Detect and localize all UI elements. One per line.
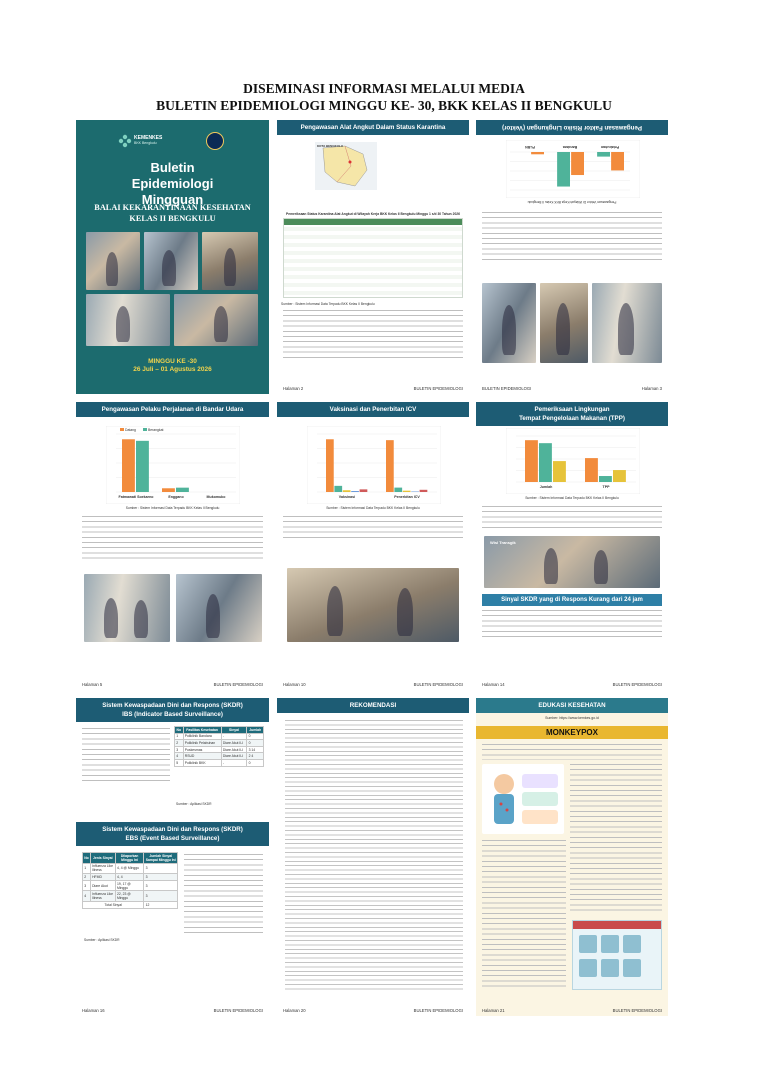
panel-header: Pemeriksaan Lingkungan Tempat Pengelolaan Makanan (TPP) [476, 402, 668, 426]
table-cell: Poliklinik Pelabuhan [183, 740, 221, 747]
legend-label: Datang [125, 427, 136, 432]
cover-subtitle: BALAI KEKARANTINAAN KESEHATAN KELAS II BENGKULU [94, 203, 251, 223]
edu-illustration [482, 764, 564, 834]
bar [351, 491, 359, 492]
karantina-table [283, 218, 463, 298]
bar [613, 470, 626, 482]
edu-poster [572, 920, 662, 990]
bkk-badge-icon [206, 132, 224, 150]
panel-tpp [476, 402, 668, 690]
panel-header: Pengawasan Pelaku Perjalanan di Bandar Udara [76, 402, 269, 417]
table-header-cell: Sinyal [221, 727, 247, 734]
bar [571, 152, 584, 175]
table-cell: Influenza Like Illness [90, 863, 115, 874]
body-text [283, 310, 463, 362]
table-row [83, 863, 178, 874]
tick-label: PLBN [525, 145, 535, 149]
tick-label: Mukomuko [206, 495, 226, 499]
table-cell: 1 [83, 863, 91, 874]
bar [531, 152, 544, 154]
vektor-photo-3 [592, 283, 662, 363]
table-header-cell: No [83, 853, 91, 864]
tick-label: Jumlah [539, 485, 553, 489]
table-cell: 1 [175, 733, 184, 740]
bar [611, 152, 624, 170]
body-text [82, 516, 263, 562]
panel-alat-angkut [277, 120, 469, 394]
table-cell: Poliklinik Bandara [183, 733, 221, 740]
ibs-source: Sumber : Aplikasi SKDR [176, 802, 212, 806]
tick-label: Penerbitan ICV [394, 495, 420, 499]
table-cell: Diare Akut ILI [221, 753, 247, 760]
table-cell: 3 14 [247, 746, 264, 753]
table-cell: 0 [247, 733, 264, 740]
pelaku-chart [106, 426, 240, 504]
panel-footer: Halaman 2 BULETIN EPIDEMIOLOGI [283, 386, 463, 391]
vektor-chart [506, 140, 640, 198]
cover-panel [76, 120, 269, 394]
cover-photo-4 [86, 294, 170, 346]
bar [553, 461, 566, 482]
table-header-cell: Fasilitas Kesehatan [183, 727, 221, 734]
table-cell: 5 [175, 759, 184, 766]
table-cell: 22, 23 @ Minggu [115, 891, 144, 902]
table-cell: 2 [83, 874, 91, 881]
table-cell: 0 [247, 759, 264, 766]
table-cell: 3 [144, 891, 178, 902]
tpp-chart [506, 428, 640, 494]
bar [343, 490, 351, 492]
panel-header: EDUKASI KESEHATAN [476, 698, 668, 713]
tick-label: Enggano [168, 495, 184, 499]
table-row [175, 753, 264, 760]
bar [525, 440, 538, 482]
tick-label: Pelabuhan [600, 145, 620, 149]
table-cell: 3 [144, 880, 178, 891]
legend-swatch [120, 428, 124, 431]
panel-header: Pengawasan Faktor Risiko Lingkungan (Vektor) [476, 120, 668, 135]
table-row [83, 891, 178, 902]
cover-week-label: MINGGU KE -30 [148, 358, 197, 365]
panel-footer: BULETIN EPIDEMIOLOGI Halaman 3 [482, 386, 662, 391]
table-cell: 2 [175, 740, 184, 747]
logo-text: KEMENKES [134, 135, 163, 141]
bar [585, 458, 598, 482]
document-title [0, 80, 768, 114]
table-cell: RSUD [183, 753, 221, 760]
edu-col-right [570, 764, 662, 914]
table-row [175, 759, 264, 766]
table-row [175, 746, 264, 753]
bar [122, 439, 135, 492]
source: Sumber : Sistem Informasi Data Terpadu BKK Kelas II Bengkulu [326, 506, 420, 510]
bar [420, 490, 428, 492]
table-cell: 4 [83, 891, 91, 902]
table-cell: - [221, 733, 247, 740]
edu-source: Sumber: https://www.kemkes.go.id [545, 716, 599, 720]
bar [360, 489, 368, 492]
table-header-cell: Dilaporkan Minggu Ini [115, 853, 144, 864]
tick-label: TPP [602, 485, 610, 489]
bar [539, 443, 552, 482]
panel-rekomendasi [277, 698, 469, 1016]
source: Sumber : Sistem Informasi Data Terpadu BKK Kelas II Bengkulu [281, 302, 375, 306]
table-cell: Diare Akut [90, 880, 115, 891]
edu-col-left [482, 840, 566, 990]
table-cell: - [221, 759, 247, 766]
panel-header: REKOMENDASI [277, 698, 469, 713]
cover-photo-2 [144, 232, 198, 290]
panel-icv [277, 402, 469, 690]
kemenkes-logo [118, 134, 132, 148]
logo-sub: BKK Bengkulu [134, 141, 157, 145]
banner-text [482, 610, 662, 638]
panel-ibs [76, 698, 269, 1016]
bar [394, 488, 402, 492]
body-text [283, 516, 463, 540]
bar [334, 486, 342, 492]
panel-footer: Halaman 14 BULETIN EPIDEMIOLOGI [482, 682, 662, 687]
panel-footer: Halaman 5 BULETIN EPIDEMIOLOGI [82, 682, 263, 687]
panel-footer: Halaman 21 BULETIN EPIDEMIOLOGI [482, 1008, 662, 1013]
cover-dates: 26 Juli – 01 Agustus 2026 [133, 366, 212, 373]
bar [386, 440, 394, 492]
skdr-banner: Sinyal SKDR yang di Respons Kurang dari 24 jam [482, 594, 662, 606]
table-cell: Diare Akut ILI [221, 746, 247, 753]
table-row [83, 874, 178, 881]
table-header-cell: Jumlah [247, 727, 264, 734]
tick-label: Vaksinasi [338, 495, 356, 499]
table-cell: HFMD [90, 874, 115, 881]
tpp-photo [484, 536, 660, 588]
table-row [175, 733, 264, 740]
legend-label: Berangkat [148, 427, 164, 432]
legend-swatch [143, 428, 147, 431]
ebs-total-label: Total Sinyal [83, 901, 144, 908]
pelaku-photo-2 [176, 574, 262, 642]
table-cell: 4 [175, 753, 184, 760]
map [315, 142, 377, 190]
panel-header: Pengawasan Alat Angkut Dalam Status Karantina [277, 120, 469, 135]
table-cell: 4, 4 [115, 874, 144, 881]
ibs-table [174, 726, 264, 767]
table-cell: 3 [175, 746, 184, 753]
cover-photo-1 [86, 232, 140, 290]
bar [136, 441, 149, 492]
panel-header: Sistem Kewaspadaan Dini dan Respons (SKDR) IBS (Indicator Based Surveillance) [76, 698, 269, 722]
vektor-photo-1 [482, 283, 536, 363]
title-line-2: BULETIN EPIDEMIOLOGI MINGGU KE- 30, BKK KELAS II BENGKULU [156, 98, 612, 113]
body-text [482, 212, 662, 262]
tick-label: Fatmawati Soekarno [118, 495, 154, 499]
cover-title: Buletin Epidemiologi Mingguan [131, 160, 214, 207]
ebs-table [82, 852, 178, 909]
table-cell: 3 [144, 863, 178, 874]
edu-intro [482, 744, 662, 760]
body-text [482, 506, 662, 530]
bar [162, 488, 175, 492]
table-cell: 4, 4 @ Minggu [115, 863, 144, 874]
bar [326, 439, 334, 492]
panel-pelaku [76, 402, 269, 690]
panel-header: Vaksinasi dan Penerbitan ICV [277, 402, 469, 417]
panel-footer: Halaman 10 BULETIN EPIDEMIOLOGI [283, 682, 463, 687]
bar [557, 152, 570, 187]
rekom-text [285, 720, 463, 990]
table-cell: Diare Akut ILI [221, 740, 247, 747]
table-row [83, 880, 178, 891]
ebs-source: Sumber : Aplikasi SKDR [84, 938, 120, 942]
table-row [175, 740, 264, 747]
chart-caption: Pengawasan Vektor Di Wilayah Kerja BKK Kelas II Bengkulu [527, 200, 617, 204]
source: Sumber : Sistem Informasi Data Terpadu BKK Kelas II Bengkulu [525, 496, 619, 500]
table-cell: 3 [144, 874, 178, 881]
panel-footer: Halaman 20 BULETIN EPIDEMIOLOGI [283, 1008, 463, 1013]
ebs-total-value: 12 [144, 901, 178, 908]
table-header-cell: Jenis Sinyal [90, 853, 115, 864]
bar [403, 491, 411, 492]
bar [599, 476, 612, 482]
cover-photo-3 [202, 232, 258, 290]
bar [176, 488, 189, 492]
table-cell: Influenza Like Illness [90, 891, 115, 902]
ebs-text [184, 854, 263, 934]
panel-vektor [476, 120, 668, 394]
panel-header-ebs: Sistem Kewaspadaan Dini dan Respons (SKDR) EBS (Event Based Surveillance) [76, 822, 269, 846]
pelaku-photo-1 [84, 574, 170, 642]
tick-label: Bandara [562, 145, 578, 149]
table-cell: 19, 17 @ Minggu [115, 880, 144, 891]
panel-edukasi [476, 698, 668, 1016]
table-caption: Pemeriksaan Status Karantina Alat Angkut di Wilayah Kerja BKK Kelas II Bengkulu Minggu 1 s/d 30 Tahun 2026 [286, 212, 460, 216]
edu-topic: MONKEYPOX [476, 726, 668, 739]
table-cell: 3 [83, 880, 91, 891]
cover-week [76, 358, 269, 374]
map-label: KOTA BENGKULU [317, 144, 343, 148]
vektor-photo-2 [540, 283, 588, 363]
bar [597, 152, 610, 157]
table-header-cell: Jumlah Sinyal Sampai Minggu Ini [145, 853, 176, 862]
title-line-1: DISEMINASI INFORMASI MELALUI MEDIA [243, 81, 525, 96]
photo-label: Wisl Transgik [490, 540, 516, 545]
panel-footer: Halaman 16 BULETIN EPIDEMIOLOGI [82, 1008, 263, 1013]
table-cell: Poliklinik BKK [183, 759, 221, 766]
ibs-text [82, 728, 170, 782]
table-cell: 2 4 [247, 753, 264, 760]
icv-photo [287, 568, 459, 642]
table-cell: Puskesmas [183, 746, 221, 753]
source: Sumber : Sistem Informasi Data Terpadu BKK Kelas II Bengkulu [125, 506, 220, 510]
table-header-cell: No [175, 727, 184, 734]
icv-chart [307, 426, 441, 504]
table-cell: 0 [247, 740, 264, 747]
cover-photo-5 [174, 294, 258, 346]
